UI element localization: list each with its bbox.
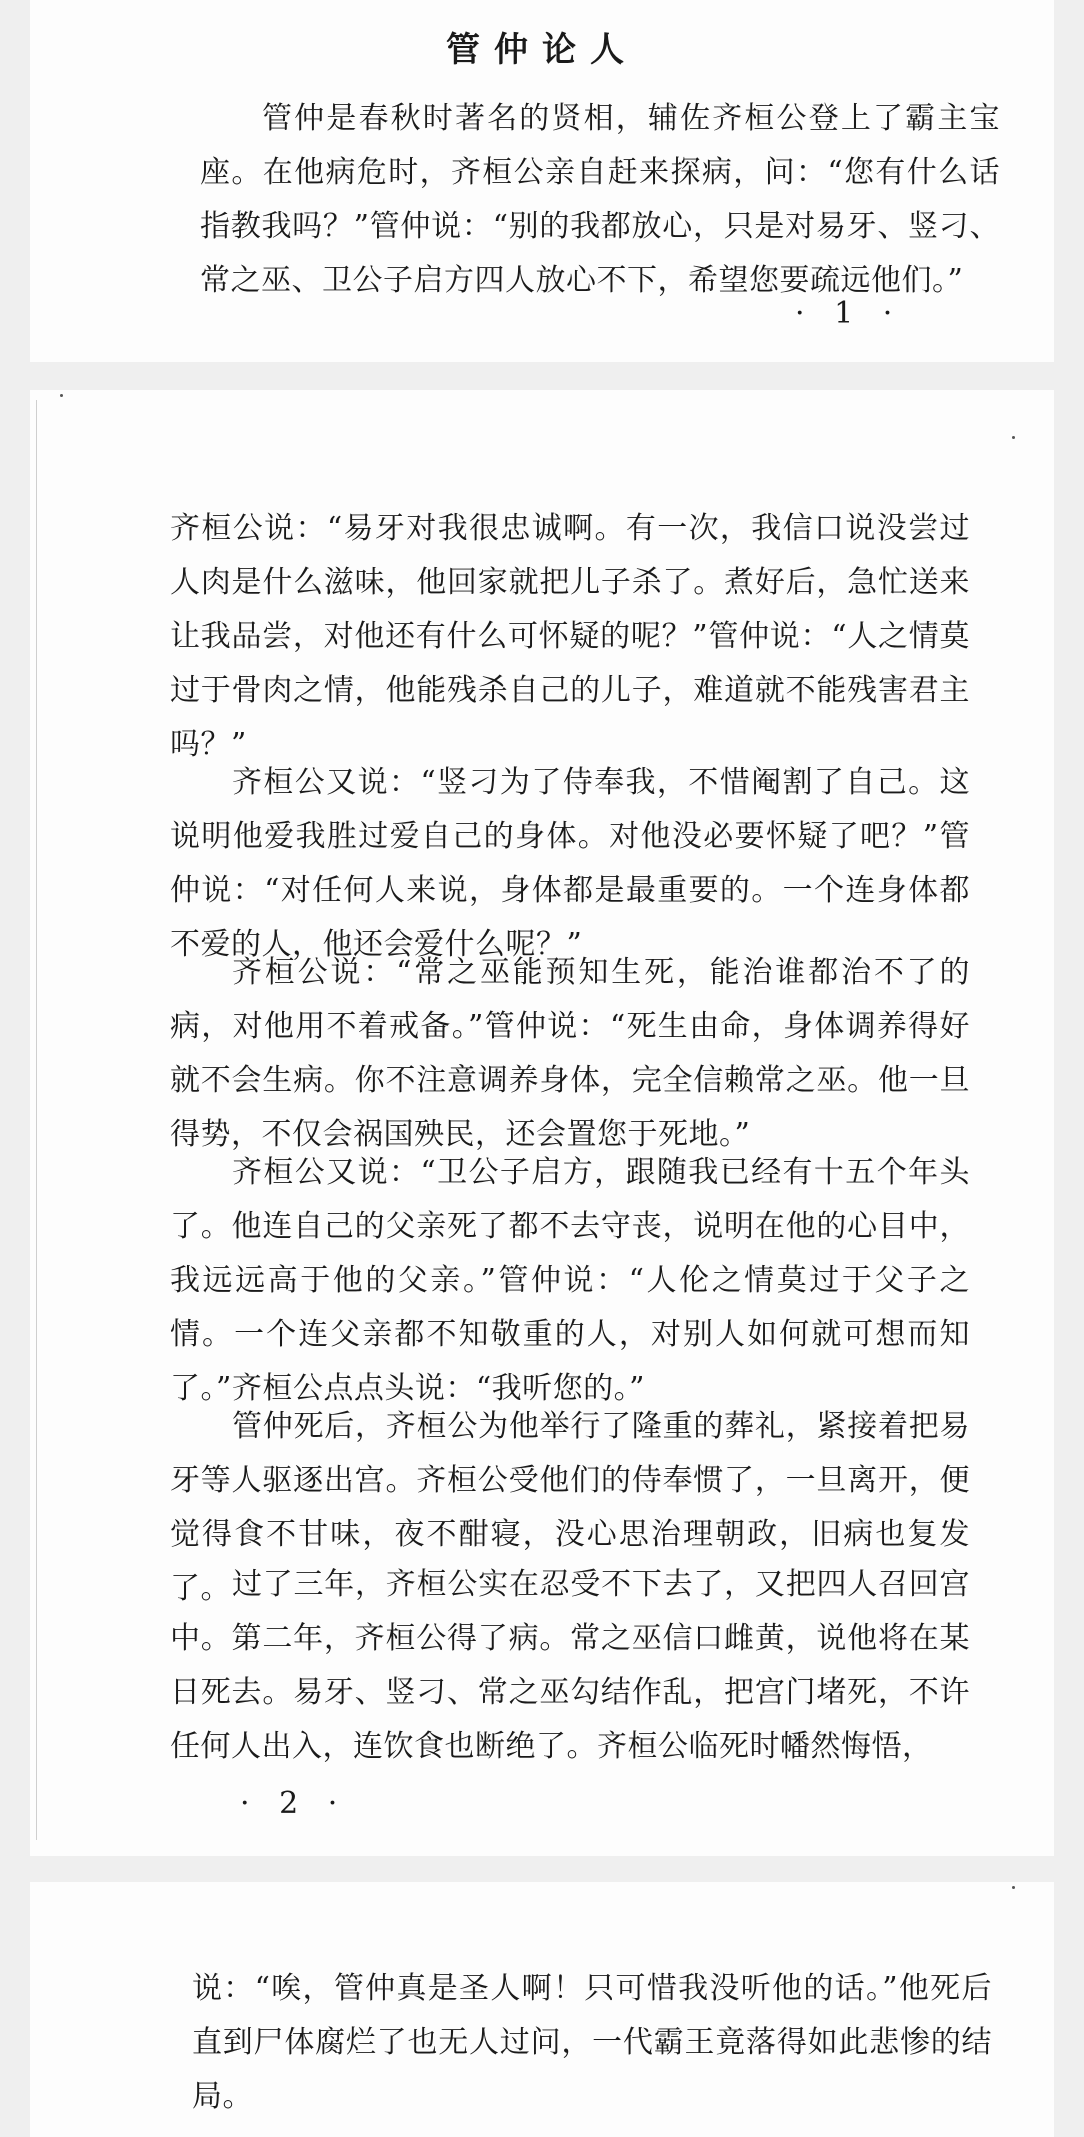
- page-2: [30, 390, 1054, 1856]
- paragraph: 齐桓公说：“常之巫能预知生死，能治谁都治不了的病，对他用不着戒备。”管仲说：“死生由命，身体调养得好就不会生病。你不注意调养身体，完全信赖常之巫。他一旦得势，不仅会祸国殃民，还会置您于死地。”: [170, 955, 970, 1152]
- scan-speck: [60, 394, 63, 397]
- paragraph: 说：“唉，管仲真是圣人啊！只可惜我没听他的话。”他死后直到尸体腐烂了也无人过问，一代霸王竟落得如此悲惨的结局。: [192, 1971, 992, 2114]
- page-number: · 1 ·: [795, 296, 903, 331]
- scan-speck: [1012, 436, 1015, 439]
- paragraph: 齐桓公又说：“卫公子启方，跟随我已经有十五个年头了。他连自己的父亲死了都不去守丧，说明在他的心目中，我远远高于他的父亲。”管仲说：“人伦之情莫过于父子之情。一个连父亲都不知敬重的人，对别人如何就可想而知了。”齐桓公点点头说：“我听您的。”: [170, 1155, 970, 1406]
- paragraph: 管仲死后，齐桓公为他举行了隆重的葬礼，紧接着把易牙等人驱逐出宫。齐桓公受他们的侍奉惯了，一旦离开，便觉得食不甘味，夜不酣寝，没心思治理朝政，旧病也复发了。: [170, 1409, 970, 1606]
- paragraph: 管仲是春秋时著名的贤相，辅佐齐桓公登上了霸主宝座。在他病危时，齐桓公亲自赶来探病，问：“您有什么话指教我吗？”管仲说：“别的我都放心，只是对易牙、竖刁、常之巫、卫公子启方四人放心不下，希望您要疏远他们。”: [200, 101, 1000, 298]
- page-1: [30, 0, 1054, 362]
- article-title: 管仲论人: [446, 30, 638, 70]
- scan-speck: [1012, 1886, 1015, 1889]
- paragraph: 齐桓公又说：“竖刁为了侍奉我，不惜阉割了自己。这说明他爱我胜过爱自己的身体。对他没必要怀疑了吧？”管仲说：“对任何人来说，身体都是最重要的。一个连身体都不爱的人，他还会爱什么呢？”: [170, 765, 970, 962]
- page-3: [30, 1882, 1054, 2137]
- scan-edge-line: [36, 400, 37, 1840]
- paragraph: 齐桓公说：“易牙对我很忠诚啊。有一次，我信口说没尝过人肉是什么滋味，他回家就把儿子杀了。煮好后，急忙送来让我品尝，对他还有什么可怀疑的呢？”管仲说：“人之情莫过于骨肉之情，他能残杀自己的儿子，难道就不能残害君主吗？”: [170, 511, 970, 762]
- page-number: · 2 ·: [240, 1786, 348, 1821]
- paragraph: 过了三年，齐桓公实在忍受不下去了，又把四人召回宫中。第二年，齐桓公得了病。常之巫信口雌黄，说他将在某日死去。易牙、竖刁、常之巫勾结作乱，把宫门堵死，不许任何人出入，连饮食也断绝了。齐桓公临死时幡然悔悟，: [170, 1567, 970, 1764]
